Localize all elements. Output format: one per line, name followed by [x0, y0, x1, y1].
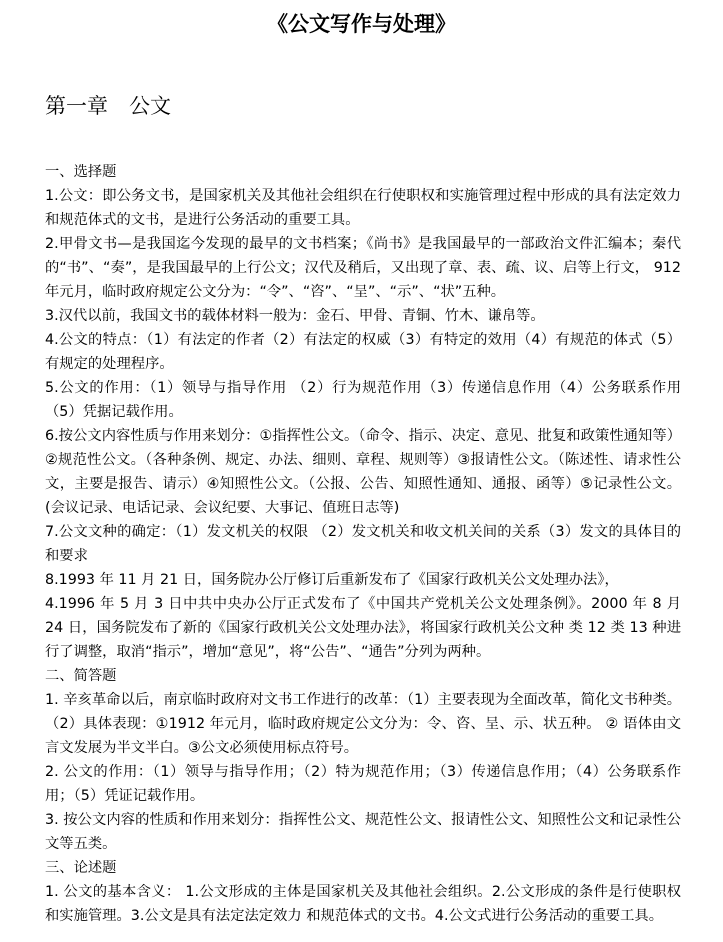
paragraph: 7.公文文种的确定：（1）发文机关的权限 （2）发文机关和收文机关间的关系（3）发文的具体目的和要求: [45, 524, 681, 564]
paragraph: 6.按公文内容性质与作用来划分：①指挥性公文。（命令、指示、决定、意见、批复和政策性通知等）②规范性公文。（各种条例、规定、办法、细则、章程、规则等）③报请性公文。（陈述性、请求性公文，主要是报告、请示）④知照性公文。（公报、公告、知照性通知、通报、函等）⑤记录性公文。(会议记录、电话记录、会议纪要、大事记、值班日志等): [45, 428, 681, 516]
section-heading: 一、选择题: [45, 164, 117, 180]
paragraph: 8.1993 年 11 月 21 日，国务院办公厅修订后重新发布了《国家行政机关公文处理办法》，: [45, 572, 619, 588]
paragraph: 3. 按公文内容的性质和作用来划分：指挥性公文、规范性公文、报请性公文、知照性公文和记录性公文等五类。: [45, 812, 681, 852]
paragraph: 1.公文：即公务文书，是国家机关及其他社会组织在行使职权和实施管理过程中形成的具有法定效力和规范体式的文书，是进行公务活动的重要工具。: [45, 188, 681, 228]
paragraph: 2. 公文的作用：（1）领导与指导作用；（2）特为规范作用；（3）传递信息作用；（4）公务联系作用；（5）凭证记载作用。: [45, 764, 681, 804]
paragraph: 3.汉代以前，我国文书的载体材料一般为：金石、甲骨、青铜、竹木、谦帛等。: [45, 308, 545, 324]
paragraph: 2.甲骨文书—是我国迄今发现的最早的文书档案；《尚书》是我国最早的一部政治文件汇编本；秦代的“书”、“奏”，是我国最早的上行公文；汉代及稍后，又出现了章、表、疏、议、启等上行文， 912 年元月，临时政府规定公文分为：“令”、“咨”、“呈”、“示”、“状”五种。: [45, 236, 681, 300]
paragraph: 1. 公文的基本含义： 1.公文形成的主体是国家机关及其他社会组织。2.公文形成的条件是行使职权和实施管理。3.公文是具有法定法定效力 和规范体式的文书。4.公文式进行公务活动的重要工具。: [45, 884, 681, 924]
document-title: 《公文写作与处理》: [267, 12, 456, 36]
paragraph: 1. 辛亥革命以后，南京临时政府对文书工作进行的改革：（1）主要表现为全面改革，简化文书种类。（2）具体表现：①1912 年元月，临时政府规定公文分为：令、咨、呈、示、状五种。 ② 语体由文言文发展为半文半白。③公文必须使用标点符号。: [45, 692, 681, 756]
section-heading: 二、简答题: [45, 668, 117, 684]
paragraph: 5.公文的作用：（1）领导与指导作用 （2）行为规范作用（3）传递信息作用（4）公务联系作用 （5）凭据记载作用。: [45, 380, 681, 420]
section-heading: 三、论述题: [45, 860, 117, 876]
paragraph: 4.公文的特点：（1）有法定的作者（2）有法定的权威（3）有特定的效用（4）有规范的体式（5）有规定的处理程序。: [45, 332, 681, 372]
document-body: [45, 160, 681, 928]
chapter-heading: 第一章 公文: [45, 94, 171, 118]
paragraph: 4.1996 年 5 月 3 日中共中央办公厅正式发布了《中国共产党机关公文处理条例》。2000 年 8 月 24 日，国务院发布了新的《国家行政机关公文处理办法》，将国家行政机关公文种 类 12 类 13 种进行了调整，取消“指示”，增加“意见”，将“公告”、“通告”分列为两种。: [45, 596, 681, 660]
